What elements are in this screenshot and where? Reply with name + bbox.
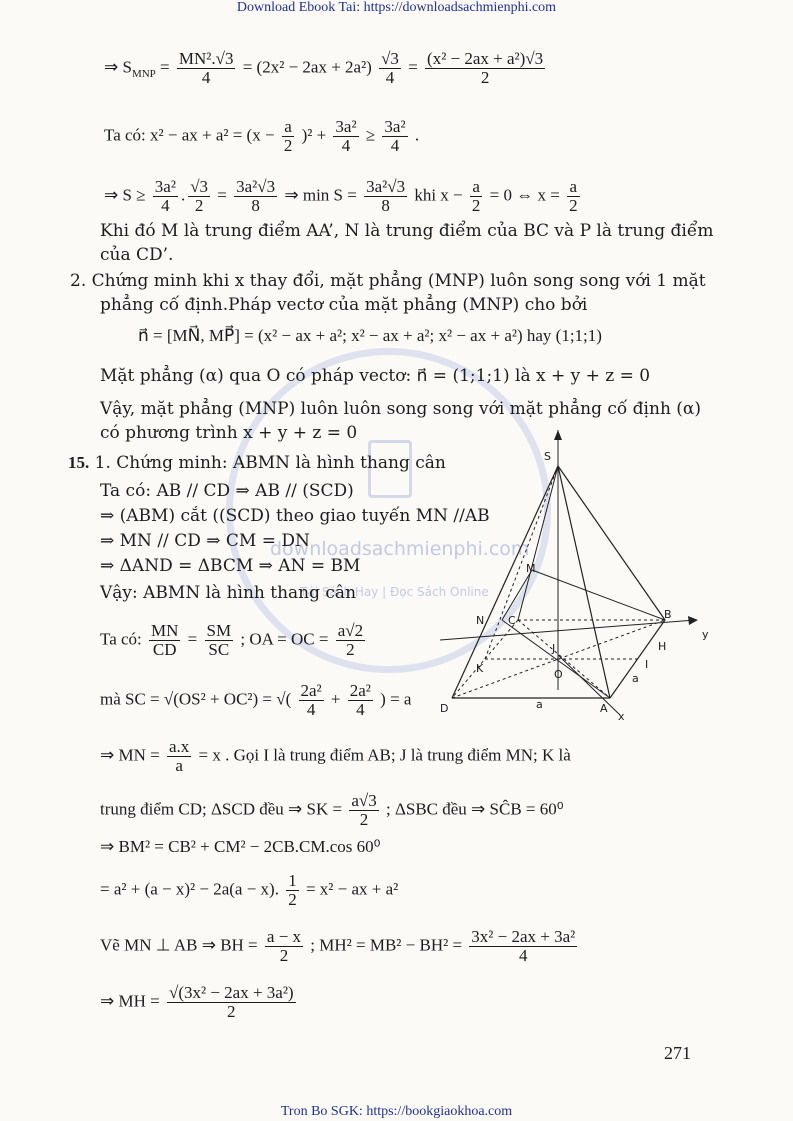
text-line: Khi đó M là trung điểm AA’, N là trung điểm của BC và P là trung điểm: [100, 221, 714, 241]
text-line: ⇒ MN // CD ⇒ CM = DN: [100, 531, 310, 551]
text-line: ⇒ ΔAND = ΔBCM ⇒ AN = BM: [100, 556, 361, 576]
formula-ratio: Ta có: $\frac{MN}{CD}$ = $\frac{SM}{SC}$ ; OA = OC = $\frac{a√2}{2}$: [100, 621, 364, 659]
pyramid-figure: [440, 430, 720, 730]
formula-bm: ⇒ BM² = CB² + CM² − 2CB.CM.cos 60⁰: [100, 837, 381, 856]
formula-s-mnp: ⇒ $S_{MNP}$ = $\frac{\text{MN².√3}}{4}$ = (2x² − 2ax + 2a²) $\frac{√3}{4}$ = $\frac{\text{(x² − 2ax + a²)√3}}{2}$: [104, 49, 544, 87]
label-C: C: [508, 614, 516, 627]
axis-z-arrow: [554, 430, 562, 440]
header-link[interactable]: Download Ebook Tai: https://downloadsachmienphi.com: [236, 0, 557, 15]
text-line: Mặt phẳng (α) qua O có pháp vectơ: n⃗ = (1;1;1) là x + y + z = 0: [100, 366, 651, 386]
label-O: O: [554, 668, 563, 681]
formula-sk: trung điểm CD; ΔSCD đều ⇒ SK = $\frac{a√3}{2}$ ; ΔSBC đều ⇒ SĈB = 60⁰: [100, 791, 564, 829]
label-a-side: a: [632, 672, 639, 685]
formula-mn: ⇒ MN = $\frac{a.x}{a}$ = x . Gọi I là trung điểm AB; J là trung điểm MN; K là: [100, 737, 571, 775]
text-line: Vậy: ABMN là hình thang cân: [100, 583, 357, 603]
text-line: của CD’.: [100, 245, 174, 265]
formula-sc: mà SC = √(OS² + OC²) = √( $\frac{\text{2a²}}{4}$ + $\frac{\text{2a²}}{4}$ ) = a: [100, 681, 412, 719]
formula-expand: = a² + (a − x)² − 2a(a − x). $\frac{1}{2}$ = x² − ax + a²: [100, 871, 399, 909]
text-line: 2. Chứng minh khi x thay đổi, mặt phẳng (MNP) luôn song song với 1 mặt: [70, 271, 706, 291]
footer-link[interactable]: Tron Bo SGK: https://bookgiaokhoa.com: [280, 1104, 513, 1119]
text-line: Vậy, mặt phẳng (MNP) luôn luôn song song với mặt phẳng cố định (α): [100, 399, 702, 419]
watermark-site: downloadsachmienphi.com: [270, 538, 530, 560]
label-H: H: [658, 640, 667, 653]
formula-min-s: ⇒ S ≥ $\frac{\text{3a²}}{4}$ . $\frac{√3}{2}$ = $\frac{\text{3a²√3}}{8}$ ⇒ min S = $\frac{\text{3a²√3}}{8}$ khi x − $\frac{a}{2}$ = 0 ⇔ x = $\frac{a}{2}$: [104, 177, 578, 215]
segment-KS: [485, 466, 558, 659]
label-D: D: [440, 702, 449, 715]
edge-SD: [452, 466, 558, 698]
formula-inequality: Ta có: x² − ax + a² = (x − $\frac{a}{2}$ )² + $\frac{\text{3a²}}{4}$ ≥ $\frac{\text{3a²}}{4}$ .: [104, 117, 420, 155]
label-I: I: [645, 658, 649, 671]
label-A: A: [600, 702, 608, 715]
axis-y-arrow: [688, 616, 698, 625]
axis-x: [558, 655, 620, 715]
formula-normal-vector: n⃗ = [MN⃗, MP⃗] = (x² − ax + a²; x² − ax + a²; x² − ax + a²) hay (1;1;1): [138, 326, 602, 345]
label-y-axis: y: [702, 628, 709, 641]
problem-15-heading: 15. 1. Chứng minh: ABMN là hình thang cân: [68, 453, 446, 473]
text-line: phẳng cố định.Pháp vectơ của mặt phẳng (MNP) cho bởi: [100, 295, 588, 315]
label-K: K: [476, 662, 484, 675]
segment-MB: [532, 570, 665, 620]
formula-bh-mh: Vẽ MN ⊥ AB ⇒ BH = $\frac{a - x}{2}$ ; MH² = MB² − BH² = $\frac{\text{3x² − 2ax + 3a²}}{4}$: [100, 927, 576, 965]
edge-SB: [558, 466, 665, 620]
label-M: M: [526, 562, 536, 575]
label-J: J: [552, 642, 556, 655]
page-number: 271: [664, 1043, 691, 1063]
formula-mh: ⇒ MH = $\frac{\text{√(3x² − 2ax + 3a²)}}{2}$: [100, 983, 294, 1021]
label-a-bottom: a: [536, 698, 543, 711]
label-N: N: [476, 614, 485, 627]
watermark-tagline: Tải Sách Hay | Đọc Sách Online: [300, 585, 489, 599]
text-line: có phương trình x + y + z = 0: [100, 423, 358, 443]
label-x-axis: x: [618, 710, 625, 723]
text-line: Ta có: AB // CD ⇒ AB // (SCD): [100, 481, 354, 501]
label-S: S: [544, 450, 551, 463]
edge-SC: [518, 466, 558, 620]
diagonal-CA: [518, 620, 610, 698]
text-line: ⇒ (ABM) cắt ((SCD) theo giao tuyến MN //AB: [100, 506, 490, 526]
label-B: B: [664, 608, 672, 621]
